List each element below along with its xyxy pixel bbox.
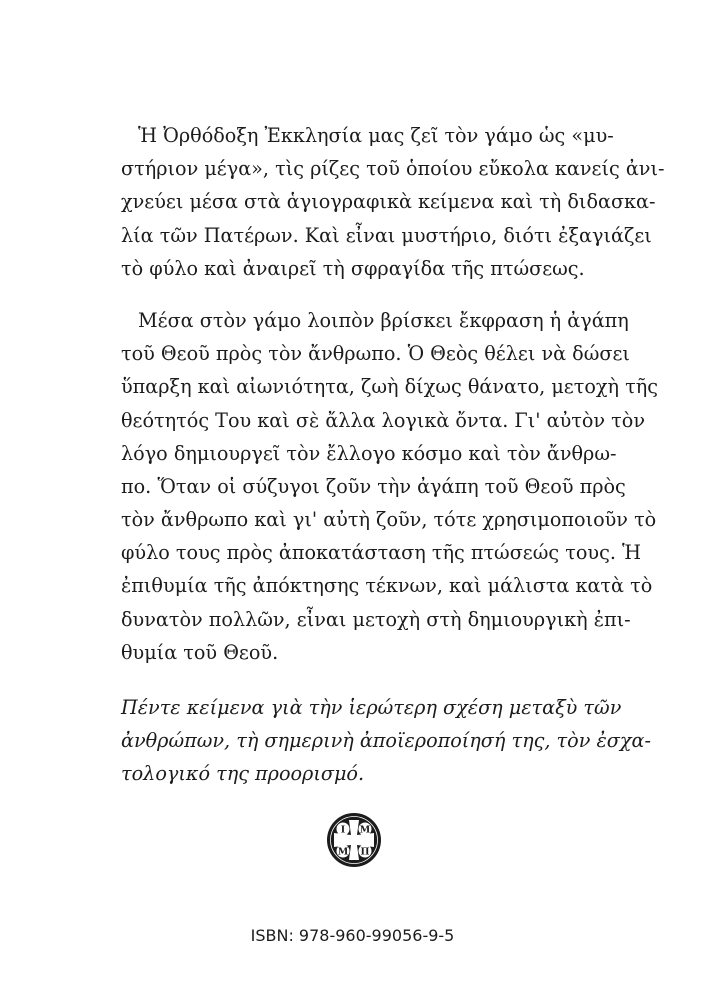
text-line: Ἡ Ὀρθόδοξη Ἐκκλησία μας ζεῖ τὸν γάμο ὡς «μυ- — [138, 124, 614, 147]
text-line: τὸν ἄνθρωπο καὶ γι' αὐτὴ ζοῦν, τότε χρησιμοποιοῦν τὸ — [121, 508, 657, 532]
blurb-text — [121, 119, 665, 791]
text-line: δυνατὸν πολλῶν, εἶναι μετοχὴ στὴ δημιουργικὴ ἐπι- — [121, 607, 631, 631]
text-line: Μέσα στὸν γάμο λοιπὸν βρίσκει ἔκφραση ἡ ἀγάπη — [138, 308, 629, 332]
isbn-number: ISBN: 978-960-99056-9-5 — [250, 926, 455, 945]
paragraph-1 — [121, 119, 665, 285]
text-line: ὕπαρξη καὶ αἰωνιότητα, ζωὴ δίχως θάνατο, μετοχὴ τῆς — [121, 375, 658, 399]
text-line: λία τῶν Πατέρων. Καὶ εἶναι μυστήριο, διότι ἐξαγιάζει — [121, 223, 652, 247]
text-line: θυμία τοῦ Θεοῦ. — [121, 640, 279, 664]
text-line: θεότητός Του καὶ σὲ ἄλλα λογικὰ ὄντα. Γι' αὐτὸν τὸν — [121, 408, 646, 432]
paragraph-2 — [121, 304, 658, 669]
text-line: λόγο δημιουργεῖ τὸν ἔλλογο κόσμο καὶ τὸν ἄνθρω- — [121, 441, 617, 465]
text-line: στήριον μέγα», τὶς ρίζες τοῦ ὁποίου εὔκολα κανείς ἀνι- — [121, 157, 665, 181]
logo-letter: Ι — [340, 824, 346, 836]
text-line: πο. Ὅταν οἱ σύζυγοι ζοῦν τὴν ἀγάπη τοῦ Θεοῦ πρὸς — [121, 474, 626, 498]
text-line: τοῦ Θεοῦ πρὸς τὸν ἄνθρωπο. Ὁ Θεὸς θέλει νὰ δώσει — [121, 342, 630, 366]
text-line: τὸ φύλο καὶ ἀναιρεῖ τὴ σφραγίδα τῆς πτώσεως. — [121, 256, 585, 280]
publisher-logo-seal — [326, 812, 382, 868]
text-line: ἀνθρώπων, τὴ σημερινὴ ἀποϊεροποίησή της, τὸν ἐσχα- — [121, 729, 651, 753]
text-line: τολογικό της προορισμό. — [121, 762, 365, 786]
text-line: φύλο τους πρὸς ἀποκατάσταση τῆς πτώσεώς τους. Ἡ — [121, 541, 642, 565]
text-line: Πέντε κείμενα γιὰ τὴν ἱερώτερη σχέση μεταξὺ τῶν — [121, 696, 622, 719]
logo-letter: Μ — [359, 824, 371, 836]
text-line: χνεύει μέσα στὰ ἁγιογραφικὰ κείμενα καὶ τὴ διδασκα- — [121, 190, 656, 214]
logo-letter: Π — [360, 846, 370, 858]
text-line: ἐπιθυμία τῆς ἀπόκτησης τέκνων, καὶ μάλιστα κατὰ τὸ — [121, 574, 653, 598]
logo-letter: Μ — [337, 846, 349, 858]
paragraph-3-italic — [121, 691, 651, 791]
